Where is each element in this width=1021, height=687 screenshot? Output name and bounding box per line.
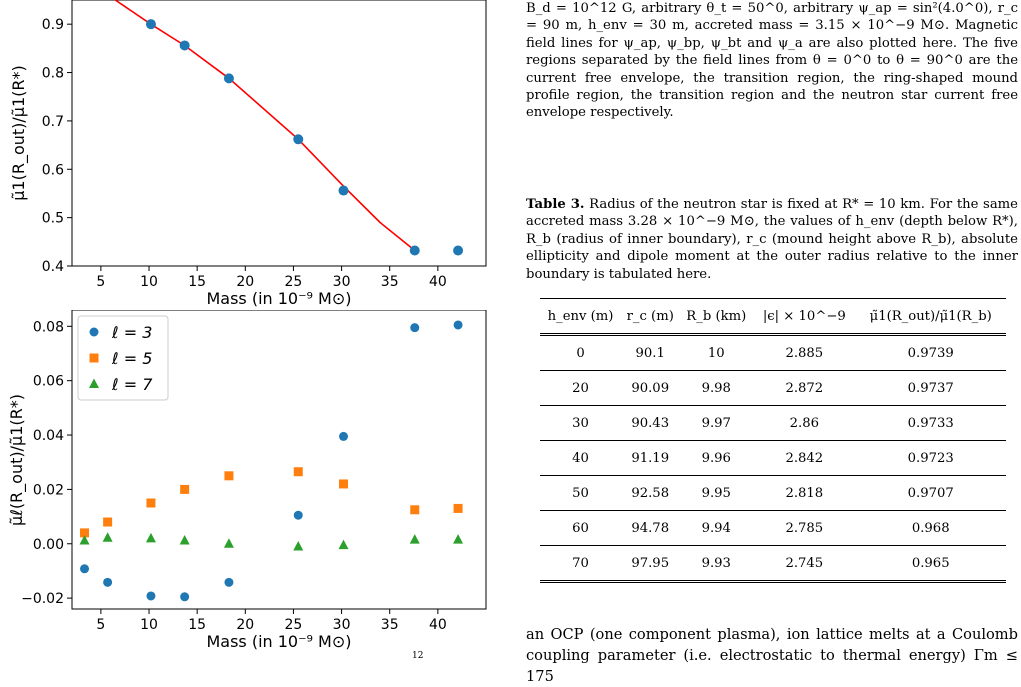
y-tick-label: 0.04 <box>32 428 64 445</box>
x-tick-label: 5 <box>96 274 106 290</box>
data-point-series-2 <box>410 505 419 514</box>
x-tick-label: 20 <box>236 274 255 290</box>
table-cell: 94.78 <box>631 520 670 536</box>
x-tick-label: 20 <box>236 617 255 633</box>
data-point-series-3 <box>453 534 463 544</box>
data-point-series-1 <box>294 511 303 520</box>
table-cell: 91.19 <box>631 450 670 466</box>
table3-label: Table 3. <box>526 197 585 212</box>
top-chart-frame <box>72 0 486 266</box>
top-chart-xlabel: Mass (in 10⁻⁹ M⊙) <box>206 289 352 308</box>
data-point-series-2 <box>180 485 189 494</box>
table-cell: 0.9733 <box>907 415 954 431</box>
table-cell: 0.968 <box>911 520 950 536</box>
data-point-series-1 <box>454 320 463 329</box>
y-tick-label: 0.00 <box>32 536 64 553</box>
x-tick-label: 25 <box>284 617 303 633</box>
data-point-series-1 <box>146 591 155 600</box>
table3-header-ellipticity: |ϵ| × 10^−9 <box>762 308 846 324</box>
table3-header-rc: r_c (m) <box>626 308 674 324</box>
x-tick-label: 40 <box>428 274 447 290</box>
data-point <box>339 186 349 196</box>
x-tick-label: 35 <box>380 274 399 290</box>
table3 <box>540 298 1006 583</box>
table-row <box>540 476 1006 511</box>
y-tick-label: 0.4 <box>41 259 64 275</box>
data-point <box>410 246 420 256</box>
table-cell: 0.9707 <box>907 485 954 501</box>
data-point-series-1 <box>410 323 419 332</box>
table-cell: 40 <box>572 450 589 466</box>
data-point-series-1 <box>180 592 189 601</box>
data-point-series-3 <box>180 535 190 545</box>
bottom-chart-ylabel: μ̃ℓ(R_out)/μ̃1(R*) <box>7 394 26 526</box>
table-row <box>540 406 1006 441</box>
table-cell: 2.842 <box>785 450 824 466</box>
data-point-series-3 <box>224 538 234 548</box>
table3-header-dipole-ratio: μ̃1(R_out)/μ̃1(R_b) <box>869 308 992 324</box>
table-cell: 2.872 <box>785 380 824 396</box>
table-cell: 0.9739 <box>907 345 954 361</box>
table-cell: 2.818 <box>785 485 824 501</box>
data-point-series-1 <box>103 578 112 587</box>
data-point <box>180 40 190 50</box>
table-cell: 2.785 <box>785 520 824 536</box>
legend-label: ℓ = 5 <box>112 349 153 368</box>
table-cell: 30 <box>572 415 589 431</box>
legend-label: ℓ = 7 <box>112 375 153 394</box>
bottom-chart-legend <box>78 316 168 400</box>
data-point-series-1 <box>80 564 89 573</box>
data-point <box>224 73 234 83</box>
legend-marker <box>90 354 99 363</box>
table-cell: 90.09 <box>631 380 670 396</box>
x-tick-label: 30 <box>332 617 351 633</box>
table-cell: 9.96 <box>701 450 731 466</box>
x-tick-label: 15 <box>188 274 207 290</box>
table-cell: 0.9737 <box>907 380 954 396</box>
y-tick-label: 0.7 <box>41 113 64 130</box>
legend-marker <box>90 328 99 337</box>
table3-caption <box>526 196 1018 283</box>
table-cell: 70 <box>572 555 589 571</box>
y-tick-label: 0.5 <box>41 210 64 227</box>
table-cell: 9.98 <box>701 380 731 396</box>
data-point-series-3 <box>293 541 303 551</box>
table-cell: 2.885 <box>785 345 824 361</box>
data-point-series-1 <box>224 578 233 587</box>
x-tick-label: 35 <box>380 617 399 633</box>
footer-fragment: 12 <box>412 651 424 661</box>
x-tick-label: 25 <box>284 274 303 290</box>
data-point-series-2 <box>103 518 112 527</box>
data-point-series-2 <box>454 504 463 513</box>
y-tick-label: −0.02 <box>21 591 64 608</box>
data-point-series-3 <box>103 532 113 542</box>
table-cell: 9.93 <box>701 555 731 571</box>
table-cell: 92.58 <box>631 485 670 501</box>
data-point <box>453 246 463 256</box>
table-cell: 10 <box>707 345 725 361</box>
x-tick-label: 15 <box>188 617 207 633</box>
y-tick-label: 0.02 <box>32 482 64 499</box>
table-cell: 0.9723 <box>907 450 954 466</box>
y-tick-label: 0.06 <box>32 373 64 390</box>
table-cell: 60 <box>572 520 589 536</box>
data-point-series-2 <box>294 467 303 476</box>
table3-caption-text: Radius of the neutron star is fixed at R* = 10 km. For the same accreted mass 3.28 × 10^−9 M⊙, the values of h_env (depth below R*), R_b (radius of inner boundary), r_c (mound height above R_b), absolute ellipticity and dipole moment at the outer radius relative to the inner boundary is tabulated here. <box>526 197 1018 282</box>
x-tick-label: 10 <box>140 617 158 633</box>
body-text: an OCP (one component plasma), ion lattice melts at a Coulomb coupling parameter (i.e. electrostatic to thermal energy) Γm ≤ 175 <box>526 626 1018 685</box>
x-tick-label: 30 <box>332 274 351 290</box>
y-tick-label: 0.6 <box>41 162 64 179</box>
table-cell: 90.43 <box>631 415 670 431</box>
top-dipole-ratio-chart <box>0 0 500 310</box>
data-point <box>293 134 303 144</box>
table-cell: 9.95 <box>701 485 731 501</box>
data-point-series-3 <box>339 540 349 550</box>
table-row <box>540 441 1006 476</box>
table-cell: 9.97 <box>701 415 731 431</box>
x-tick-label: 5 <box>96 617 106 633</box>
y-tick-label: 0.9 <box>41 17 64 34</box>
fit-curve <box>115 0 415 251</box>
data-point-series-3 <box>410 534 420 544</box>
top-chart-ylabel: μ̃1(R_out)/μ̃1(R*) <box>9 65 28 201</box>
table-cell: 2.86 <box>789 415 819 431</box>
table-cell: 90.1 <box>635 345 665 361</box>
table3-header-henv: h_env (m) <box>547 308 614 324</box>
table-cell: 2.745 <box>785 555 824 571</box>
table3-header-rb: R_b (km) <box>686 308 747 324</box>
table-row <box>540 546 1006 582</box>
data-point <box>146 19 156 29</box>
y-tick-label: 0.08 <box>32 319 64 336</box>
legend-label: ℓ = 3 <box>112 323 153 342</box>
x-tick-label: 10 <box>140 274 158 290</box>
x-tick-label: 40 <box>428 617 447 633</box>
table-cell: 0 <box>576 345 585 361</box>
data-point-series-2 <box>339 479 348 488</box>
table-cell: 20 <box>572 380 589 396</box>
table-cell: 97.95 <box>631 555 670 571</box>
data-point-series-2 <box>224 471 233 480</box>
bottom-multipole-ratio-chart <box>0 310 500 650</box>
y-tick-label: 0.8 <box>41 65 64 82</box>
table-cell: 9.94 <box>701 520 731 536</box>
table-cell: 0.965 <box>911 555 950 571</box>
table-cell: 50 <box>572 485 589 501</box>
data-point-series-3 <box>146 533 156 543</box>
data-point-series-1 <box>339 432 348 441</box>
table-row <box>540 371 1006 406</box>
table-row <box>540 511 1006 546</box>
bottom-chart-xlabel: Mass (in 10⁻⁹ M⊙) <box>206 632 352 650</box>
table-row <box>540 335 1006 371</box>
data-point-series-2 <box>146 498 155 507</box>
figure-caption-continuation: B_d = 10^12 G, arbitrary θ_t = 50^0, arbitrary ψ_ap = sin²(4.0^0), r_c = 90 m, h_env = 30 m, accreted mass = 3.15 × 10^−9 M⊙. Magnetic field lines for ψ_ap, ψ_bp, ψ_bt and ψ_a are also plotted here. The five regions separated by the field lines from θ = 0^0 to θ = 90^0 are the current free envelope, the transition region, the ring-shaped mound profile region, the transition region and the neutron star current free envelope respectively. <box>526 1 1018 121</box>
